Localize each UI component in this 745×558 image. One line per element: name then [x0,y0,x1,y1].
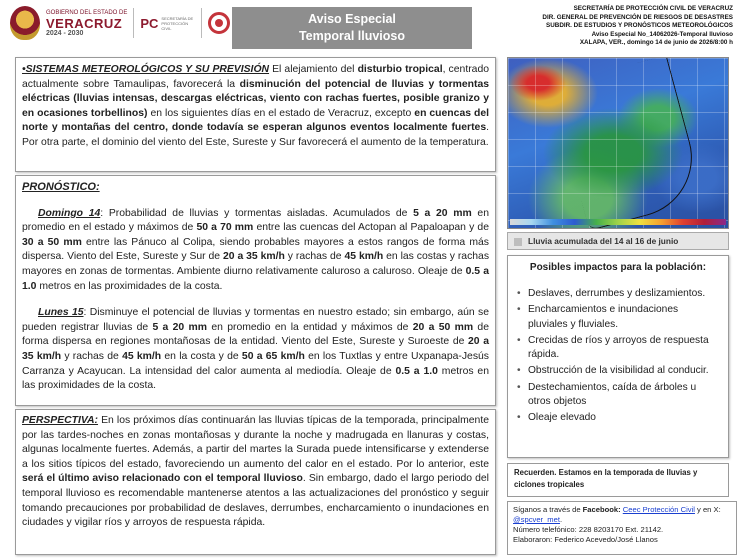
pc-logo [140,16,195,31]
bold-text: 45 km/h [122,350,162,362]
season-reminder: Recuerden. Estamos en la temporada de lluvias y ciclones tropicales [507,463,729,497]
facebook-link[interactable]: Ceec Protección Civil [622,505,695,514]
text: en promedio en la entidad y máximos de [207,321,413,333]
gov-state: VERACRUZ [46,15,123,31]
x-link[interactable]: @spcver_met [513,515,560,524]
agency-line: SECRETARÍA DE PROTECCIÓN CIVIL DE VERACRUZ [573,5,733,12]
forecast-panel [15,175,496,406]
bold-text: 45 km/h [344,251,384,263]
text: En los próximos días continuarán las lluvias típicas de la temporada, principalmente por las tardes-noches en zonas montañosas y durante la noche y madrugada en llanuras y costas, algunas localmente fuertes. Además, a partir del martes la Surada puede intensificarse y extenderse a los sitios típicos del estado, favoreciendo un aumento del calor en el estado. Por lo anterior, este [22,415,489,470]
bold-text: disminución del potencial de lluvias y tormentas eléctricas (lluvias intensas, descargas eléctricas, viento con rachas fuertes, posible granizo y en ocasiones torbellinos) [22,78,489,119]
agency-info [483,5,733,48]
bold-text: en cuencas del norte y montañas del centro, donde todavía se esperan algunos eventos localmente fuertes [22,107,489,134]
title-line1: Aviso Especial [308,12,396,26]
bold-text: 0.5 a 1.0 [395,365,438,377]
text: metros en las proximidades de la costa. [22,365,489,392]
text: : Probabilidad de lluvias y tormentas aisladas. Acumulados de [100,207,414,219]
impacts-heading: Posibles impactos para la población: [529,262,707,273]
forecast-day-14 [22,207,489,295]
text: en los Tuxtlas y entre Uxpanapa-Jesús Carranza y Acayucan. La intensidad del calor aumenta al mediodía. Oleaje de [22,350,489,377]
pc-sub: SECRETARÍA DE PROTECCIÓN CIVIL [161,15,194,31]
contact-panel [507,501,737,555]
text: de forma dispersa en regiones montañosas de la entidad. Viento del Este, Sureste y Suroeste de [22,321,489,348]
text: . Sin embargo, dado el largo periodo del temporal lluvioso es recomendable mantenerse atentos a las actualizaciones del pronóstico y seguir tomando precauciones por probabilidad de deslaves, derrumbes, encharcamiento o inundaciones en ciudades y vigilar ríos y arroyos de respuesta rápida. [22,473,489,529]
logo-divider [133,8,134,38]
text: : Disminuye el potencial de lluvias y tormentas en nuestro estado; sin embargo, aún se pueden registrar lluvias de [22,307,489,333]
bold-text: 20 a 35 km/h [22,336,489,362]
bold-text: disturbio tropical [357,64,443,75]
page-title [232,7,472,49]
title-line2: Temporal lluvioso [298,29,406,43]
text: en los siguientes días en el estado de Veracruz, excepto [147,107,415,119]
author-credit: Elaboraron: Federico Acevedo/José Llanos [513,535,658,544]
outlook-heading: PERSPECTIVA: [22,415,99,426]
list-item: • Crecidas de ríos y arroyos de respuesta rápida. [516,334,720,363]
list-item: • Obstrucción de la visibilidad al conducir. [516,364,720,378]
bold-text: 20 a 50 mm [412,321,474,333]
bold-text: será el último aviso relacionado con el temporal lluvioso [22,473,303,485]
text: y rachas de [61,350,123,362]
bulletin-date: XALAPA, VER., domingo 14 de junio de 2026/8:00 h [579,39,733,47]
systems-heading: •SISTEMAS METEOROLÓGICOS Y SU PREVISIÓN [22,64,270,75]
text: entre las cuencas del Actopan al Papaloapan y de [253,222,489,234]
list-item: • Encharcamientos e inundaciones pluviales y fluviales. [516,303,720,332]
facebook-label: Facebook: [582,505,621,514]
outlook-panel [15,409,496,555]
pc-target-icon [208,12,230,34]
list-item: • Destechamientos, caída de árboles u otros objetos [516,381,720,410]
bold-text: 50 a 70 mm [196,222,254,234]
bold-text: 20 a 35 km/h [223,251,285,263]
day-label: Lunes 15 [38,307,84,319]
forecast-heading: PRONÓSTICO: [22,181,100,193]
rainfall-map [507,57,729,229]
agency-line: SUBDIR. DE ESTUDIOS Y PRONÓSTICOS METEOROLÓGICOS [546,22,733,30]
text: en las costas y rachas mayores en zonas de tormentas. Ambiente diurno relativamente caluroso a caluroso. Oleaje de [22,251,490,277]
bold-text: 5 a 20 mm [413,207,472,219]
text: Síganos a través de [513,505,583,514]
text: en la costa y de [161,350,242,362]
caption-text: Lluvia acumulada del 14 al 16 de junio [528,236,679,246]
text: metros en las proximidades de la costa. [36,280,223,292]
gov-years: 2024 - 2030 [46,29,84,37]
text: , centrado actualmente sobre Tamaulipas, favorecerá la [22,64,489,90]
text: y en X: [694,505,721,514]
bold-text: 5 a 20 mm [152,321,208,333]
list-item: • Oleaje elevado [516,411,720,425]
text: . [559,515,563,524]
systems-panel [15,57,496,172]
rainfall-color-scale [510,219,726,225]
map-caption [507,232,729,250]
text: y rachas de [284,251,345,263]
logo-divider [201,8,202,38]
text: entre las Pánuco al Colipa, siendo probables mayores a estos rangos de forma más dispersa. Viento del Este, Sureste y Sur de [22,236,489,263]
agency-line: DIR. GENERAL DE PREVENCIÓN DE RIESGOS DE DESASTRES [542,13,733,21]
text: El alejamiento del [269,64,358,75]
list-item: • Deslaves, derrumbes y deslizamientos. [516,287,720,301]
gov-logo [46,10,127,37]
text: . Por otra parte, el dominio del viento del Este, Sureste y Sur favorecerá el aumento de la temperatura. [22,122,489,148]
bold-text: 50 a 65 km/h [241,350,305,362]
day-label: Domingo 14 [38,207,101,219]
gov-line: GOBIERNO DEL ESTADO DE [46,9,128,16]
caption-square-icon [514,238,522,246]
state-seal-icon [10,6,40,40]
bulletin-number: Aviso Especial No_14062026-Temporal lluvioso [591,30,733,38]
text: en promedio en el estado y máximos de [22,207,489,234]
impacts-list [516,287,720,426]
forecast-day-15 [22,306,489,394]
pc-label: PC [140,15,159,31]
phone-number: Número telefónico: 228 8203170 Ext. 21142. [513,525,664,534]
bold-text: 0.5 a 1.0 [22,265,489,292]
social-line [513,505,731,525]
impacts-panel [507,255,729,458]
bold-text: 30 a 50 mm [22,236,82,248]
header [0,0,745,52]
